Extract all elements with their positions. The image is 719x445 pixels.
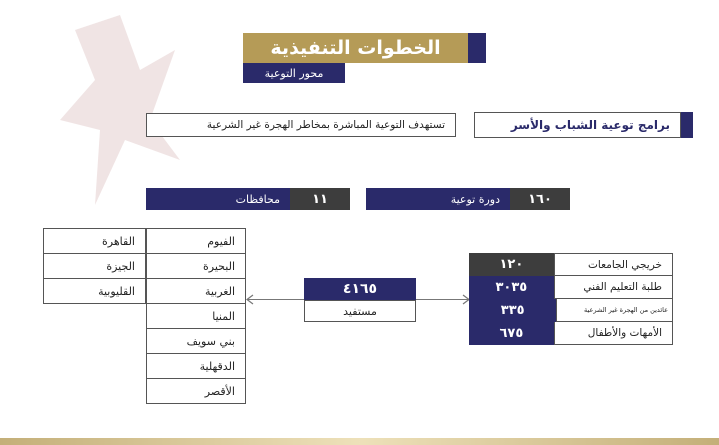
beneficiary-groups (469, 253, 673, 345)
program-title: برامج توعية الشباب والأسر (474, 112, 681, 138)
page-title: الخطوات التنفيذية (243, 33, 468, 63)
watermark-logo (55, 10, 185, 210)
governorates-label: محافظات (146, 188, 290, 210)
list-item: الغربية (146, 279, 246, 304)
group-label: عائدين من الهجرة غير الشرعية (556, 299, 673, 322)
list-item: الدقهلية (146, 354, 246, 379)
program-description: تستهدف التوعية المباشرة بمخاطر الهجرة غير الشرعية (146, 113, 456, 137)
group-count: ٣٣٥ (469, 299, 556, 322)
list-item: الأقصر (146, 379, 246, 404)
group-count: ١٢٠ (469, 253, 554, 276)
beneficiaries-count: ٤١٦٥ (304, 278, 416, 300)
list-item: بني سويف (146, 329, 246, 354)
title-accent (468, 33, 486, 63)
courses-label: دورة توعية (366, 188, 510, 210)
table-row (469, 253, 673, 276)
governorates-list-2 (43, 228, 146, 304)
group-count: ٦٧٥ (469, 322, 554, 345)
governorates-count: ١١ (290, 188, 350, 210)
list-item: القاهرة (43, 228, 146, 254)
courses-count: ١٦٠ (510, 188, 570, 210)
group-label: خريجي الجامعات (554, 253, 673, 276)
table-row (469, 322, 673, 345)
group-label: طلبة التعليم الفني (554, 276, 673, 299)
list-item: الفيوم (146, 228, 246, 254)
bottom-decoration-bar (0, 438, 719, 445)
table-row (469, 276, 673, 299)
program-accent (681, 112, 693, 138)
governorates-list-1 (146, 228, 246, 404)
list-item: الجيزة (43, 254, 146, 279)
page-subtitle: محور التوعية (243, 63, 345, 83)
group-label: الأمهات والأطفال (554, 322, 673, 345)
group-count: ٣٠٣٥ (469, 276, 554, 299)
list-item: القليوبية (43, 279, 146, 304)
table-row (469, 299, 673, 322)
list-item: البحيرة (146, 254, 246, 279)
arrow-left-icon (246, 294, 254, 305)
beneficiaries-label: مستفيد (304, 300, 416, 322)
list-item: المنيا (146, 304, 246, 329)
